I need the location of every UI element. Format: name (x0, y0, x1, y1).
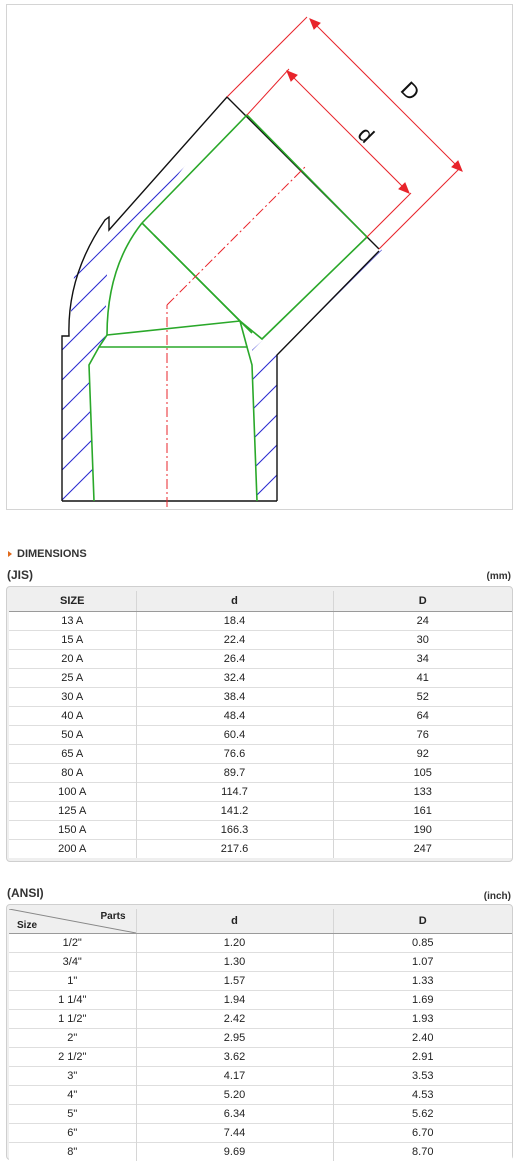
jis-table-row (9, 801, 512, 820)
ansi-size-cell: 1/2" (9, 933, 136, 952)
jis-size-cell: 80 A (9, 763, 136, 782)
jis-d-cell: 38.4 (136, 687, 333, 706)
ansi-d-cell: 1.20 (136, 933, 333, 952)
jis-header-row (9, 591, 512, 611)
centerlines (167, 165, 307, 507)
ansi-d-cell: 9.69 (136, 1142, 333, 1161)
jis-table-row (9, 744, 512, 763)
ansi-table-row (9, 933, 512, 952)
ansi-D-cell: 5.62 (333, 1104, 512, 1123)
jis-table-row (9, 820, 512, 839)
ansi-table-row (9, 990, 512, 1009)
ansi-D-cell: 1.07 (333, 952, 512, 971)
ansi-D-cell: 1.93 (333, 1009, 512, 1028)
jis-d-cell: 141.2 (136, 801, 333, 820)
jis-size-cell: 15 A (9, 630, 136, 649)
jis-table-row (9, 649, 512, 668)
ansi-size-cell: 3/4" (9, 952, 136, 971)
ansi-table (9, 909, 512, 1161)
dimensions-heading-text: DIMENSIONS (17, 548, 87, 560)
ansi-d-cell: 1.57 (136, 971, 333, 990)
orange-arrow-icon (8, 551, 12, 557)
jis-D-cell: 161 (333, 801, 512, 820)
jis-size-cell: 50 A (9, 725, 136, 744)
ansi-d-cell: 7.44 (136, 1123, 333, 1142)
ansi-header-D: D (333, 909, 512, 933)
dimension-D-label: D (395, 76, 425, 106)
jis-table-row (9, 630, 512, 649)
jis-d-cell: 26.4 (136, 649, 333, 668)
right-wall-hatch (107, 45, 514, 511)
socket-outline (89, 115, 367, 501)
ansi-size-cell: 2 1/2" (9, 1047, 136, 1066)
ansi-d-cell: 1.94 (136, 990, 333, 1009)
ansi-D-cell: 6.70 (333, 1123, 512, 1142)
ansi-d-cell: 4.17 (136, 1066, 333, 1085)
jis-size-cell: 125 A (9, 801, 136, 820)
jis-header-D: D (333, 591, 512, 611)
ansi-size-cell: 6" (9, 1123, 136, 1142)
jis-d-cell: 217.6 (136, 839, 333, 858)
jis-D-cell: 247 (333, 839, 512, 858)
jis-d-cell: 89.7 (136, 763, 333, 782)
ansi-corner-size: Size (17, 919, 38, 931)
ansi-D-cell: 2.40 (333, 1028, 512, 1047)
jis-table-row (9, 725, 512, 744)
ansi-header-d: d (136, 909, 333, 933)
ansi-d-cell: 2.95 (136, 1028, 333, 1047)
jis-size-cell: 13 A (9, 611, 136, 630)
left-wall-hatch (7, 5, 427, 511)
jis-d-cell: 76.6 (136, 744, 333, 763)
ansi-table-row (9, 952, 512, 971)
jis-table-container (6, 586, 513, 862)
ansi-D-cell: 4.53 (333, 1085, 512, 1104)
jis-D-cell: 64 (333, 706, 512, 725)
ansi-d-cell: 2.42 (136, 1009, 333, 1028)
jis-size-cell: 20 A (9, 649, 136, 668)
ansi-table-container (6, 904, 513, 1160)
jis-D-cell: 34 (333, 649, 512, 668)
jis-header-size: SIZE (9, 591, 136, 611)
jis-D-cell: 105 (333, 763, 512, 782)
ansi-table-row (9, 1066, 512, 1085)
ansi-d-cell: 5.20 (136, 1085, 333, 1104)
dimensions-heading (8, 547, 87, 561)
ansi-table-row (9, 1085, 512, 1104)
jis-table-row (9, 839, 512, 858)
jis-size-cell: 200 A (9, 839, 136, 858)
dimension-d-label: d (352, 121, 380, 148)
jis-table-row (9, 687, 512, 706)
ansi-size-cell: 2" (9, 1028, 136, 1047)
ansi-corner-header (9, 909, 136, 933)
ansi-table-row (9, 1104, 512, 1123)
jis-header-d: d (136, 591, 333, 611)
jis-D-cell: 76 (333, 725, 512, 744)
jis-D-cell: 24 (333, 611, 512, 630)
jis-size-cell: 150 A (9, 820, 136, 839)
jis-d-cell: 48.4 (136, 706, 333, 725)
ansi-D-cell: 0.85 (333, 933, 512, 952)
ansi-table-row (9, 1047, 512, 1066)
ansi-D-cell: 3.53 (333, 1066, 512, 1085)
elbow-drawing (6, 4, 513, 510)
jis-d-cell: 60.4 (136, 725, 333, 744)
jis-d-cell: 18.4 (136, 611, 333, 630)
ansi-label: (ANSI) (7, 886, 44, 900)
ansi-size-cell: 3" (9, 1066, 136, 1085)
ansi-D-cell: 2.91 (333, 1047, 512, 1066)
elbow-diagram-svg (7, 5, 514, 511)
jis-unit: (mm) (486, 571, 511, 582)
ansi-d-cell: 6.34 (136, 1104, 333, 1123)
jis-size-cell: 30 A (9, 687, 136, 706)
jis-table-row (9, 668, 512, 687)
ansi-D-cell: 1.33 (333, 971, 512, 990)
ansi-table-row (9, 1142, 512, 1161)
ansi-size-cell: 5" (9, 1104, 136, 1123)
jis-D-cell: 190 (333, 820, 512, 839)
jis-size-cell: 40 A (9, 706, 136, 725)
ansi-table-row (9, 1123, 512, 1142)
jis-d-cell: 114.7 (136, 782, 333, 801)
jis-size-cell: 100 A (9, 782, 136, 801)
ansi-table-row (9, 1028, 512, 1047)
ansi-header-row (9, 909, 512, 933)
jis-d-cell: 166.3 (136, 820, 333, 839)
ansi-table-row (9, 1009, 512, 1028)
jis-D-cell: 41 (333, 668, 512, 687)
ansi-D-cell: 1.69 (333, 990, 512, 1009)
jis-table (9, 591, 512, 858)
ansi-D-cell: 8.70 (333, 1142, 512, 1161)
jis-D-cell: 52 (333, 687, 512, 706)
jis-size-cell: 25 A (9, 668, 136, 687)
jis-table-row (9, 782, 512, 801)
jis-D-cell: 92 (333, 744, 512, 763)
ansi-size-cell: 1 1/2" (9, 1009, 136, 1028)
ansi-size-cell: 1" (9, 971, 136, 990)
jis-D-cell: 30 (333, 630, 512, 649)
ansi-size-cell: 4" (9, 1085, 136, 1104)
ansi-corner-parts: Parts (100, 911, 126, 922)
jis-size-cell: 65 A (9, 744, 136, 763)
jis-d-cell: 32.4 (136, 668, 333, 687)
ansi-size-cell: 8" (9, 1142, 136, 1161)
ansi-d-cell: 1.30 (136, 952, 333, 971)
jis-table-row (9, 763, 512, 782)
jis-table-row (9, 706, 512, 725)
ansi-unit: (inch) (483, 891, 511, 902)
ansi-size-cell: 1 1/4" (9, 990, 136, 1009)
jis-label: (JIS) (7, 568, 34, 582)
ansi-table-row (9, 971, 512, 990)
jis-D-cell: 133 (333, 782, 512, 801)
ansi-d-cell: 3.62 (136, 1047, 333, 1066)
jis-d-cell: 22.4 (136, 630, 333, 649)
jis-table-row (9, 611, 512, 630)
